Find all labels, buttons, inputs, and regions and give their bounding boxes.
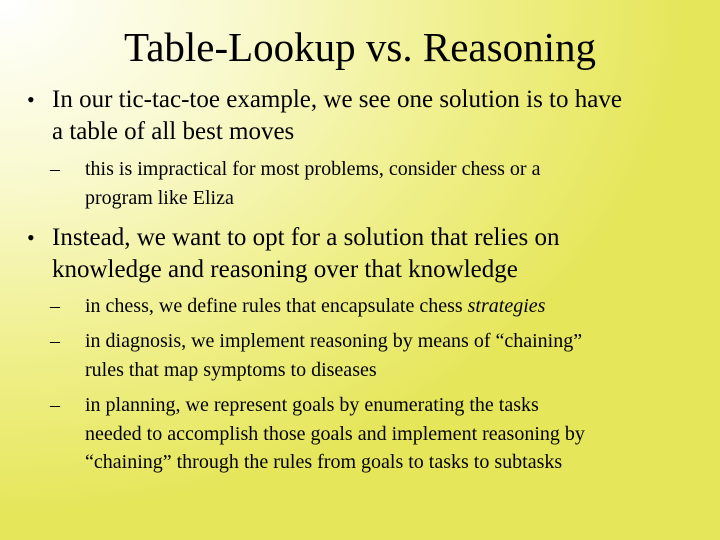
sub-bullet-1-1-text bbox=[50, 155, 540, 212]
sub-bullet-2-2-line-1: in diagnosis, we implement reasoning by means of “chaining” bbox=[85, 330, 583, 352]
sub-bullet-1-1 bbox=[50, 155, 540, 212]
sub-bullet-marker: – bbox=[50, 330, 60, 352]
sub-bullet-2-3 bbox=[50, 391, 585, 477]
bullet-1-text bbox=[27, 84, 622, 148]
sub-bullet-2-1-prefix: in chess, we define rules that encapsulate chess bbox=[85, 295, 468, 317]
sub-bullet-2-1-emphasis: strategies bbox=[467, 295, 546, 317]
sub-bullet-2-3-line-1: in planning, we represent goals by enumerating the tasks bbox=[85, 394, 539, 416]
bullet-2-text bbox=[27, 222, 560, 286]
bullet-2-line-2: knowledge and reasoning over that knowledge bbox=[52, 256, 518, 283]
sub-bullet-2-2 bbox=[50, 327, 582, 384]
sub-bullet-1-1-line-1: this is impractical for most problems, consider chess or a bbox=[85, 158, 541, 180]
sub-bullet-marker: – bbox=[50, 394, 60, 416]
sub-bullet-2-3-line-2: needed to accomplish those goals and implement reasoning by bbox=[85, 422, 585, 445]
sub-bullet-2-2-text bbox=[50, 327, 582, 384]
bullet-marker: • bbox=[27, 225, 35, 250]
bullet-1 bbox=[27, 84, 622, 148]
sub-bullet-2-3-line-3: “chaining” through the rules from goals to tasks to subtasks bbox=[85, 451, 563, 473]
sub-bullet-2-2-line-2: rules that map symptoms to diseases bbox=[85, 358, 377, 381]
bullet-2-line-1: Instead, we want to opt for a solution that relies on bbox=[52, 224, 560, 251]
sub-bullet-2-1 bbox=[50, 292, 545, 321]
bullet-1-line-2: a table of all best moves bbox=[52, 118, 295, 145]
slide-title: Table-Lookup vs. Reasoning bbox=[124, 24, 596, 70]
sub-bullet-marker: – bbox=[50, 295, 60, 317]
bullet-marker: • bbox=[27, 87, 35, 112]
bullet-1-line-1: In our tic-tac-toe example, we see one solution is to have bbox=[52, 86, 622, 113]
sub-bullet-2-1-text bbox=[50, 292, 545, 321]
sub-bullet-marker: – bbox=[50, 158, 60, 180]
sub-bullet-1-1-line-2: program like Eliza bbox=[85, 186, 234, 209]
sub-bullet-2-3-text bbox=[50, 391, 585, 477]
bullet-2 bbox=[27, 222, 560, 286]
